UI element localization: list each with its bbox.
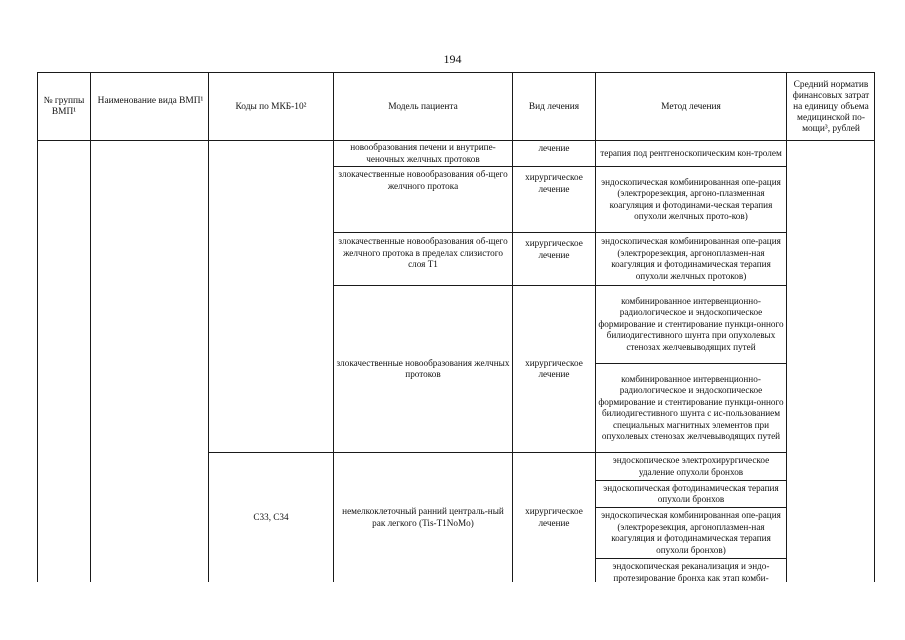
page-number: 194 [443,52,462,66]
treatment-method-cell: комбинированное интервенционно-радиологическое и эндоскопическое формирование и стентирование пункци-онного билиодигестивного шунта при опухолевых стенозах желчевыводящих путей [598,295,784,352]
treatment-method-cell: эндоскопическая комбинированная опе-рация (электрорезекция, аргоно-плазменная коагуляция и фотодинами-ческая терапия опухоли желчных прото-ков) [601,176,781,221]
treatment-method-cell: эндоскопическая фотодинамическая терапия опухоли бронхов [603,482,779,504]
treatment-type-cell: лечение [538,143,570,153]
header-treatment-method: Метод лечения [661,101,721,112]
treatment-type-cell: хирургическое лечение [525,506,583,528]
header-icd-codes: Коды по МКБ-10² [235,101,307,112]
treatment-method-cell: эндоскопическое электрохирургическое удаление опухоли бронхов [612,455,770,477]
treatment-method-cell: эндоскопическая комбинированная опе-рация (электрорезекция, аргоноплазмен-ная коагуляция и фотодинамическая терапия опухоли желчных протоков) [601,236,781,281]
treatment-type-cell: хирургическое лечение [525,172,583,194]
header-treatment-type: Вид лечения [528,101,580,112]
treatment-type-cell: хирургическое лечение [525,238,583,260]
header-financial-norm: Средний норматив финансовых затрат на единицу объема медицинской по-мощи³, рублей [792,79,870,134]
treatment-type-cell: хирургическое лечение [525,357,583,379]
patient-model-cell: злокачественные новообразования об-щего желчного протока в пределах слизистого слоя T1 [338,236,508,269]
patient-model-cell: злокачественные новообразования об-щего желчного протока [338,169,508,191]
treatment-method-cell: терапия под рентгеноскопическим кон-тролем [600,147,782,158]
header-vmp-name: Наименование вида ВМП¹ [97,96,204,106]
header-patient-model: Модель пациента [388,101,458,112]
treatment-method-cell: эндоскопическая комбинированная опе-рация (электрорезекция, аргоноплазмен-ная коагуляция и фотодинамическая терапия опухоли бронхов) [601,510,781,555]
icd-codes-cell: C33, C34 [253,511,289,522]
header-group-number: № группы ВМП¹ [43,95,85,117]
treatment-method-cell: эндоскопическая реканализация и эндо-протезирование бронха как этап комби- [612,561,770,583]
treatment-method-cell: комбинированное интервенционно-радиологическое и эндоскопическое формирование и стентирование пункци-онного билиодигестивного шунта с ис-пользованием специальных магнитных элементов при опухолевых стенозах желчевыводящих путей [598,373,784,441]
patient-model-cell: немелкоклеточный ранний централь-ный рак легкого (Tis-T1NoMo) [342,506,504,528]
patient-model-cell: новообразования печени и внутрипе-ченочных желчных протоков [350,142,496,164]
patient-model-cell: злокачественные новообразования желчных протоков [336,357,510,379]
